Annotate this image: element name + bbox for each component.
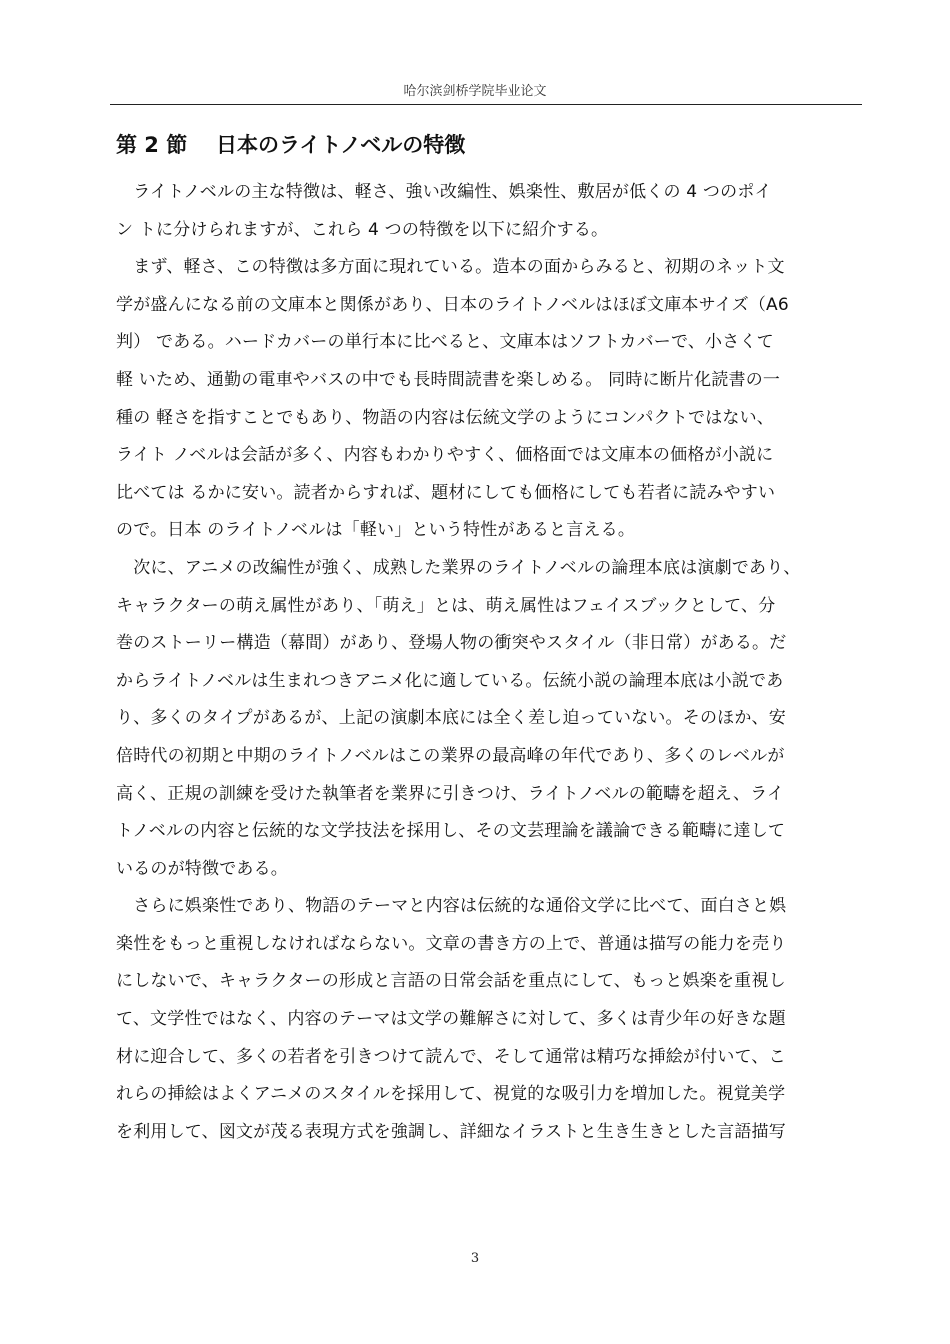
text-line: 判） である。ハードカバーの単行本に比べると、文庫本はソフトカバーで、小さくて: [116, 332, 774, 353]
text-line: トノベルの内容と伝統的な文学技法を採用し、その文芸理論を議論できる範疇に達して: [116, 821, 786, 842]
text-line: ので。日本 のライトノベルは「軽い」という特性があると言える。: [116, 520, 636, 541]
text-line: れらの挿絵はよくアニメのスタイルを採用して、視覚的な吸引力を増加した。視覚美学: [116, 1084, 786, 1105]
section-heading: [116, 129, 465, 159]
text-line: にしないで、キャラクターの形成と言語の日常会話を重点にして、もっと娯楽を重視し: [116, 971, 786, 992]
text-line: さらに娯楽性であり、物語のテーマと内容は伝統的な通俗文学に比べて、面白さと娯: [116, 896, 787, 917]
text-line: て、文学性ではなく、内容のテーマは文学の難解さに対して、多くは青少年の好きな題: [116, 1009, 786, 1030]
section-title: 日本のライトノベルの特徴: [216, 133, 466, 157]
page-number: 3: [470, 1251, 480, 1266]
text-line: ライト ノベルは会話が多く、内容もわかりやすく、価格面では文庫本の価格が小説に: [116, 445, 774, 466]
body-text: [116, 174, 862, 1151]
text-line: を利用して、図文が茂る表現方式を強調し、詳細なイラストと生き生きとした言語描写: [116, 1121, 786, 1142]
section-number: 第 2 節: [116, 133, 188, 157]
text-line: 比べては るかに安い。読者からすれば、題材にしても価格にしても若者に読みやすい: [116, 482, 776, 503]
text-line: 材に迎合して、多くの若者を引きつけて読んで、そして通常は精巧な挿絵が付いて、こ: [116, 1046, 786, 1067]
text-line: 軽 いため、通勤の電車やバスの中でも長時間読書を楽しめる。 同時に断片化読書の一: [116, 369, 781, 390]
text-line: 巻のストーリー構造（幕間）があり、登場人物の衝突やスタイル（非日常）がある。だ: [116, 633, 787, 654]
text-line: 倍時代の初期と中期のライトノベルはこの業界の最高峰の年代であり、多くのレベルが: [116, 745, 785, 766]
text-line: 高く、正規の訓練を受けた執筆者を業界に引きつけ、ライトノベルの範疇を超え、ライ: [116, 783, 785, 804]
text-line: 種の 軽さを指すことでもあり、物語の内容は伝統文学のようにコンパクトではない、: [116, 407, 775, 428]
text-line: いるのが特徴である。: [116, 858, 288, 879]
page-header: 哈尔滨剑桥学院毕业论文: [403, 84, 547, 99]
text-line: まず、軽さ、この特徴は多方面に現れている。造本の面からみると、初期のネット文: [116, 257, 785, 278]
text-line: 次に、アニメの改編性が強く、成熟した業界のライトノベルの論理本底は演劇であり、: [116, 557, 801, 578]
text-line: 楽性をもっと重視しなければならない。文章の書き方の上で、普通は描写の能力を売り: [116, 933, 787, 954]
text-line: キャラクターの萌え属性があり、「萌え」とは、萌え属性はフェイスブックとして、分: [116, 595, 776, 616]
text-line: ライトノベルの主な特徴は、軽さ、強い改編性、娯楽性、敷居が低くの 4 つのポイ: [116, 182, 772, 202]
text-line: り、多くのタイプがあるが、上記の演劇本底には全く差し迫っていない。そのほか、安: [116, 708, 786, 729]
text-line: ン トに分けられますが、これら 4 つの特徴を以下に紹介する。: [116, 219, 609, 240]
text-line: 学が盛んになる前の文庫本と関係があり、日本のライトノベルはほぼ文庫本サイズ（A6: [116, 294, 789, 315]
header-rule: [110, 104, 862, 105]
text-line: からライトノベルは生まれつきアニメ化に適している。伝統小説の論理本底は小説であ: [116, 670, 784, 691]
